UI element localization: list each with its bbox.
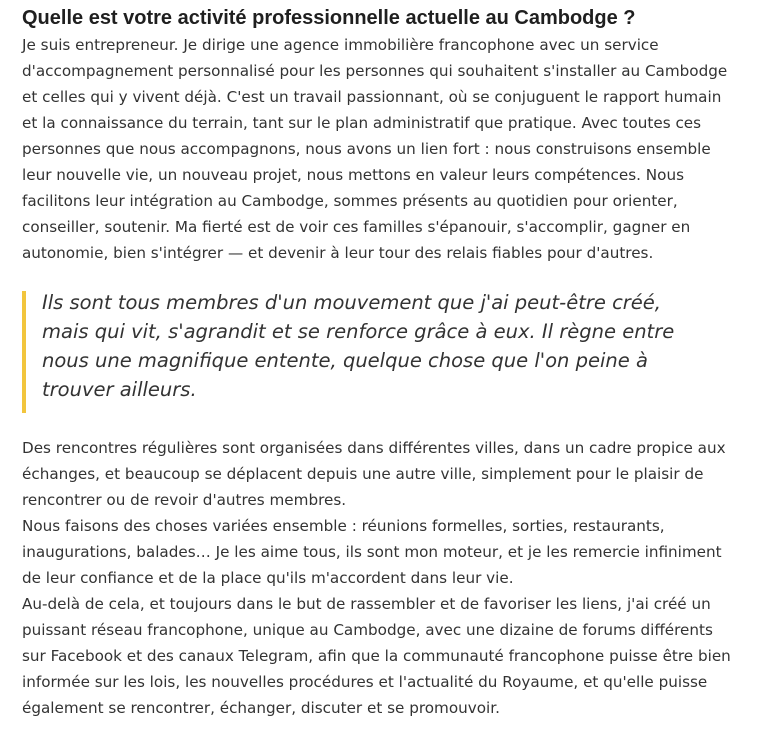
- paragraph-meetings: Des rencontres régulières sont organisées dans différentes villes, dans un cadre propice aux échanges, et beaucoup se déplacent depuis une autre ville, simplement pour le plaisir de rencontrer ou de revoir d'autres membres.: [22, 439, 726, 509]
- article: [22, 0, 738, 721]
- section-heading: Quelle est votre activité professionnelle actuelle au Cambodge ?: [22, 7, 636, 29]
- pull-quote: [22, 291, 732, 413]
- intro-paragraph: Je suis entrepreneur. Je dirige une agence immobilière francophone avec un service d'accompagnement personnalisé pour les personnes qui souhaitent s'installer au Cambodge et celles qui y vivent déjà. C'est un travail passionnant, où se conjuguent le rapport humain et la connaissance du terrain, tant sur le plan administratif que pratique. Avec toutes ces personnes que nous accompagnons, nous avons un lien fort : nous construisons ensemble leur nouvelle vie, un nouveau projet, nous mettons en valeur leurs compétences. Nous facilitons leur intégration au Cambodge, sommes présents au quotidien pour orienter, conseiller, soutenir. Ma fierté est de voir ces familles s'épanouir, s'accomplir, gagner en autonomie, bien s'intégrer — et devenir à leur tour des relais fiables pour d'autres.: [22, 36, 728, 262]
- paragraph-network: Au-delà de cela, et toujours dans le but de rassembler et de favoriser les liens, j'ai créé un puissant réseau francophone, unique au Cambodge, avec une dizaine de forums différents sur Facebook et des canaux Telegram, afin que la communauté francophone puisse être bien informée sur les lois, les nouvelles procédures et l'actualité du Royaume, et qu'elle puisse également se rencontrer, échanger, discuter et se promouvoir.: [22, 595, 731, 717]
- paragraph-activities: Nous faisons des choses variées ensemble : réunions formelles, sorties, restaurants, inaugurations, balades… Je les aime tous, ils sont mon moteur, et je les remercie infiniment de leur confiance et de la place qu'ils m'accordent dans leur vie.: [22, 517, 722, 587]
- body-paragraphs: [22, 435, 738, 721]
- pull-quote-text: Ils sont tous membres d'un mouvement que j'ai peut-être créé, mais qui vit, s'agrandit et se renforce grâce à eux. Il règne entre nous une magnifique entente, quelque chose que l'on peine à trouver ailleurs.: [42, 291, 675, 401]
